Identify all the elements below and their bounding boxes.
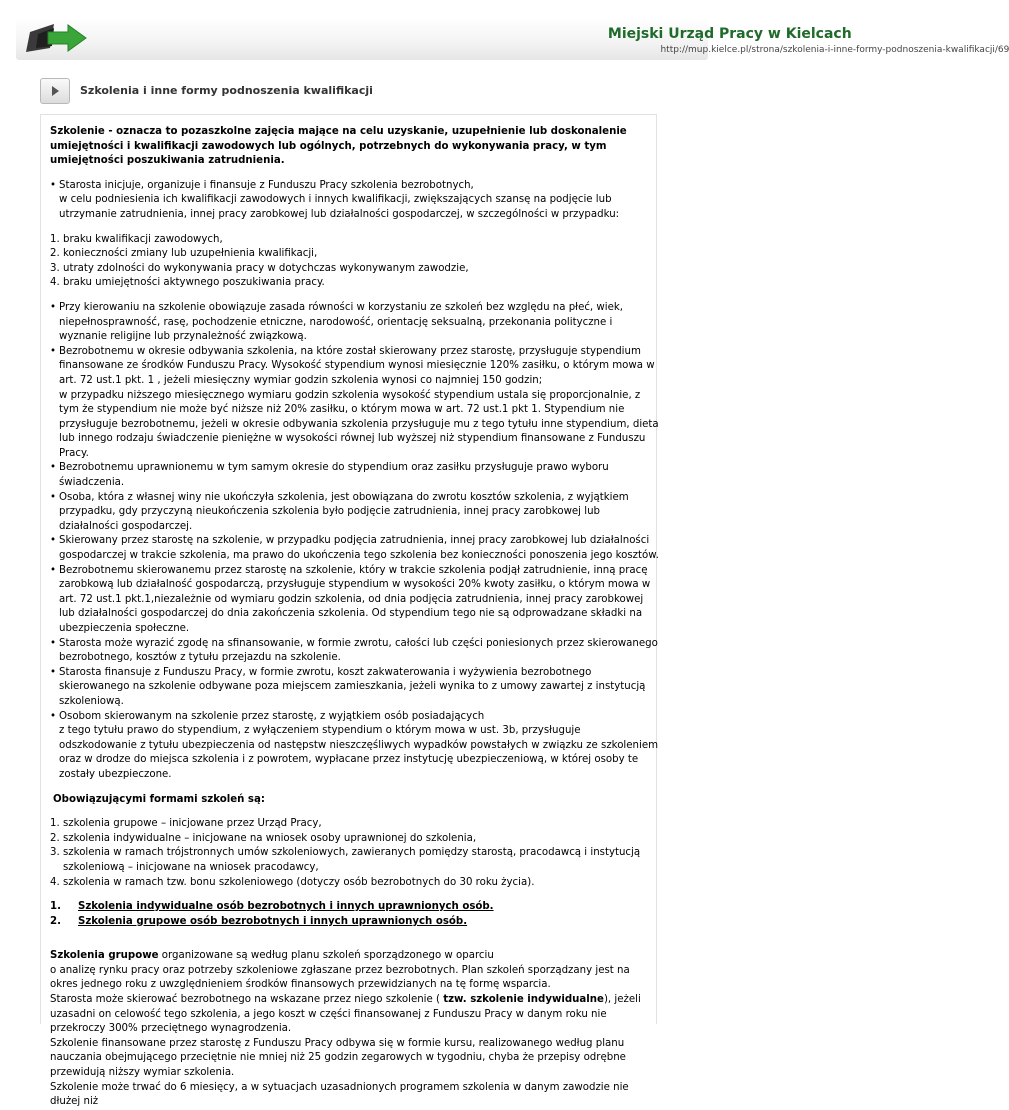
section-title: Szkolenia i inne formy podnoszenia kwalifikacji xyxy=(80,84,373,97)
starosta-list xyxy=(50,179,660,223)
list-item: • Starosta inicjuje, organizuje i finansuje z Funduszu Pracy szkolenia bezrobotnych, w celu podniesienia ich kwalifikacji zawodowych i innych kwalifikacji, zwiększających szansę na podjęcie lub utrzymanie zatrudnienia, innej pracy zarobkowej lub działalności gospodarczej, w szczególności w przypadku: xyxy=(50,179,660,223)
link-individual-training[interactable]: 1. Szkolenia indywidualne osób bezrobotnych i innych uprawnionych osób. xyxy=(50,901,494,913)
list-item: • Bezrobotnemu w okresie odbywania szkolenia, na które został skierowany przez starostę, przysługuje stypendium finansowane ze środków Funduszu Pracy. Wysokość stypendium wynosi miesięcznie 120% zasiłku, o którym mowa w art. 72 ust.1 pkt. 1 , jeżeli miesięczny wymiar godzin szkolenia wynosi co najmniej 150 godzin; w przypadku niższego miesięcznego wymiaru godzin szkolenia wysokość stypendium ustala się proporcjonalnie, z tym że stypendium nie może być niższe niż 20% zasiłku, o którym mowa w art. 72 ust.1 pkt 1. Stypendium nie przysługuje bezrobotnemu, jeżeli w okresie odbywania szkolenia przysługuje mu z tego tytułu inne stypendium, dieta lub innego rodzaju świadczenie pieniężne w wysokości równej lub wyższej niż stypendium finansowane z Funduszu Pracy. xyxy=(50,345,660,462)
link-group-training[interactable]: 2. Szkolenia grupowe osób bezrobotnych i innych uprawnionych osób. xyxy=(50,915,468,927)
site-header xyxy=(16,18,1009,60)
definition-lead: Szkolenie - oznacza to pozaszkolne zajęcia mające na celu uzyskanie, uzupełnienie lub doskonalenie umiejętności i kwalifikacji zawodowych lub ogólnych, potrzebnych do wykonywania pracy, w tym umiejętności poszukiwania zatrudnienia. xyxy=(50,126,627,167)
training-links xyxy=(50,900,660,929)
section-arrow-icon xyxy=(40,78,70,104)
list-item: • Osoba, która z własnej winy nie ukończyła szkolenia, jest obowiązana do zwrotu kosztów szkolenia, z wyjątkiem przypadku, gdy przyczyną nieukończenia szkolenia było podjęcie zatrudnienia, innej pracy zarobkowej lub działalności gospodarczej. xyxy=(50,491,660,535)
list-item: • Starosta finansuje z Funduszu Pracy, w formie zwrotu, koszt zakwaterowania i wyżywienia bezrobotnego skierowanego na szkolenie odbywane poza miejscem zamieszkania, jeżeli wynika to z umowy zawartej z instytucją szkoleniową. xyxy=(50,666,660,710)
group-paragraph: Szkolenia grupowe organizowane są według planu szkoleń sporządzonego w oparciu o analizę rynku pracy oraz potrzeby szkoleniowe zgłaszane przez bezrobotnych. Plan szkoleń sporządzany jest na okres jednego roku z uwzględnieniem środków finansowych przewidzianych na tę formę wsparcia. xyxy=(50,950,630,991)
list-item: 1. szkolenia grupowe – inicjowane przez Urząd Pracy, xyxy=(50,818,322,830)
list-item: 3. utraty zdolności do wykonywania pracy w dotychczas wykonywanym zawodzie, xyxy=(50,262,469,274)
list-item: • Skierowany przez starostę na szkolenie, w przypadku podjęcia zatrudnienia, innej pracy zarobkowej lub działalności gospodarczej w trakcie szkolenia, ma prawo do ukończenia tego szkolenia bez konieczności ponoszenia jego kosztów. xyxy=(50,534,660,563)
list-item: 1. braku kwalifikacji zawodowych, xyxy=(50,233,223,245)
list-item: 4. szkolenia w ramach tzw. bonu szkoleniowego (dotyczy osób bezrobotnych do 30 roku życia). xyxy=(50,876,535,888)
list-item: • Osobom skierowanym na szkolenie przez starostę, z wyjątkiem osób posiadających z tego tytułu prawo do stypendium, z wyłączeniem stypendium o którym mowa w ust. 3b, przysługuje odszkodowanie z tytułu ubezpieczenia od następstw nieszczęśliwych wypadków powstałych w związku ze szkoleniem oraz w drodze do miejsca szkolenia i z powrotem, wypłacane przez instytucję ubezpieczeniową, w której osoby te zostały ubezpieczone. xyxy=(50,710,660,783)
page-url[interactable]: http://mup.kielce.pl/strona/szkolenia-i-inne-formy-podnoszenia-kwalifikacji/69 xyxy=(660,45,1009,55)
list-item: • Bezrobotnemu uprawnionemu w tym samym okresie do stypendium oraz zasiłku przysługuje prawo wyboru świadczenia. xyxy=(50,461,660,490)
duration-paragraph: Szkolenie może trwać do 6 miesięcy, a w sytuacjach uzasadnionych programem szkolenia w danym zawodzie nie dłużej niż xyxy=(50,1081,629,1108)
list-item: • Starosta może wyrazić zgodę na sfinansowanie, w formie zwrotu, całości lub części poniesionych przez skierowanego bezrobotnego, kosztów z tytułu przejazdu na szkolenie. xyxy=(50,637,660,666)
list-item: 3. szkolenia w ramach trójstronnych umów szkoleniowych, zawieranych pomiędzy starostą, pracodawcą i instytucją szkoleniową – inicjowane na wniosek pracodawcy, xyxy=(50,847,641,873)
cases-list xyxy=(50,233,660,291)
site-title: Miejski Urząd Pracy w Kielcach xyxy=(607,26,852,42)
forms-list xyxy=(50,817,660,890)
list-item: 4. braku umiejętności aktywnego poszukiwania pracy. xyxy=(50,277,325,289)
list-item: 2. konieczności zmiany lub uzupełnienia kwalifikacji, xyxy=(50,248,318,260)
course-paragraph: Szkolenie finansowane przez starostę z Funduszu Pracy odbywa się w formie kursu, realizowanego według planu nauczania obejmującego przeciętnie nie mniej niż 25 godzin zegarowych w tygodniu, chyba że przepisy odrębne przewidują niższy wymiar szkolenia. xyxy=(50,1037,626,1079)
list-item: • Bezrobotnemu skierowanemu przez starostę na szkolenie, który w trakcie szkolenia podjął zatrudnienie, inną pracę zarobkową lub działalność gospodarczą, przysługuje stypendium w wysokości 20% kwoty zasiłku, o którym mowa w art. 72 ust.1 pkt.1,niezależnie od wymiaru godzin szkolenia, od dnia podjęcia zatrudnienia, innej pracy zarobkowej lub działalności gospodarczej do dnia zakończenia szkolenia. Od stypendium tego nie są odprowadzane składki na ubezpieczenia społeczne. xyxy=(50,564,660,637)
logo-arrow-icon xyxy=(24,22,88,54)
list-item: 2. szkolenia indywidualne – inicjowane na wniosek osoby uprawnionej do szkolenia, xyxy=(50,832,477,844)
content-panel xyxy=(40,114,659,1108)
list-item: • Przy kierowaniu na szkolenie obowiązuje zasada równości w korzystaniu ze szkoleń bez względu na płeć, wiek, niepełnosprawność, rasę, pochodzenie etniczne, narodowość, orientację seksualną, przekonania polityczne i wyznanie religijne lub przynależność związkową. xyxy=(50,301,660,345)
rules-list xyxy=(50,301,660,783)
forms-heading: Obowiązującymi formami szkoleń są: xyxy=(53,793,265,805)
individual-paragraph: Starosta może skierować bezrobotnego na wskazane przez niego szkolenie ( tzw. szkolenie indywidualne), jeżeli uzasadni on celowość tego szkolenia, a jego koszt w części finansowanej z Funduszu Pracy w danym roku nie przekroczy 300% przeciętnego wynagrodzenia. xyxy=(50,994,641,1035)
